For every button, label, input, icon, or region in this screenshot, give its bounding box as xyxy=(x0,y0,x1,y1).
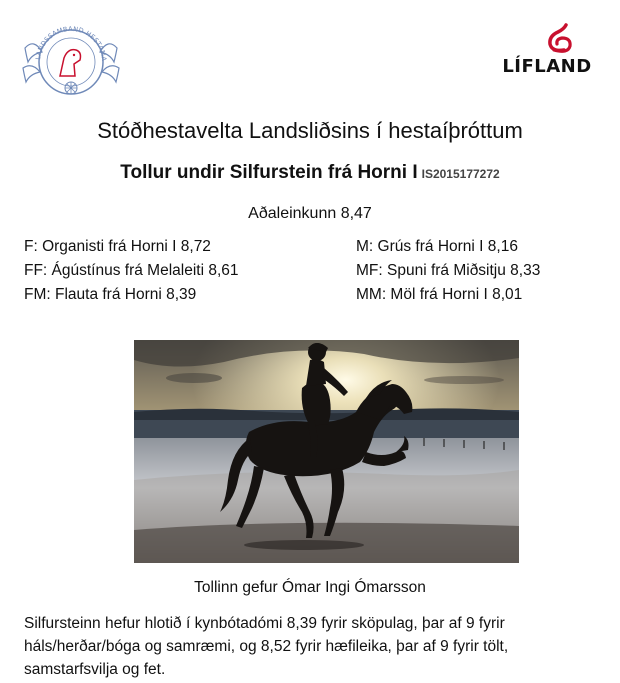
horse-rider-photo xyxy=(134,340,519,563)
pedigree-sire: F: Organisti frá Horni I 8,72 xyxy=(24,238,211,255)
horse-name-text: Tollur undir Silfurstein frá Horni I xyxy=(120,162,418,183)
pedigree-dam-side xyxy=(356,235,540,307)
page-title: Stóðhestavelta Landsliðsins í hestaíþróttum xyxy=(97,118,523,143)
lifland-logo xyxy=(494,22,600,80)
overall-score: Aðaleinkunn 8,47 xyxy=(248,205,372,222)
pedigree-dam-father: MF: Spuni frá Miðsitju 8,33 xyxy=(356,262,541,279)
description-paragraph: Silfursteinn hefur hlotið í kynbótadómi 8,39 fyrir sköpulag, þar af 9 fyrir háls/herðar/bóga og samræmi, og 8,52 fyrir hæfileika, þar af 9 fyrir tölt, samstarfsvilja og fet. xyxy=(24,615,509,678)
lifland-swirl-icon xyxy=(494,22,600,56)
pedigree-dam: M: Grús frá Horni I 8,16 xyxy=(356,238,518,255)
pedigree-sire-mother: FM: Flauta frá Horni 8,39 xyxy=(24,286,197,303)
pedigree-dam-mother: MM: Möl frá Horni I 8,01 xyxy=(356,286,523,303)
lifland-wordmark: LÍFLAND xyxy=(502,56,592,77)
svg-text:LANDSSAMBAND HESTAMANNAFÉLAGA: LANDSSAMBAND HESTAMA xyxy=(34,24,109,62)
horse-id: IS2015177272 xyxy=(421,167,500,181)
pedigree-sire-father: FF: Ágústínus frá Melaleiti 8,61 xyxy=(24,262,239,279)
pedigree-sire-side xyxy=(24,235,239,307)
photo-caption: Tollinn gefur Ómar Ingi Ómarsson xyxy=(194,579,426,596)
landssamband-seal-logo xyxy=(20,18,122,98)
horse-name xyxy=(0,162,620,184)
